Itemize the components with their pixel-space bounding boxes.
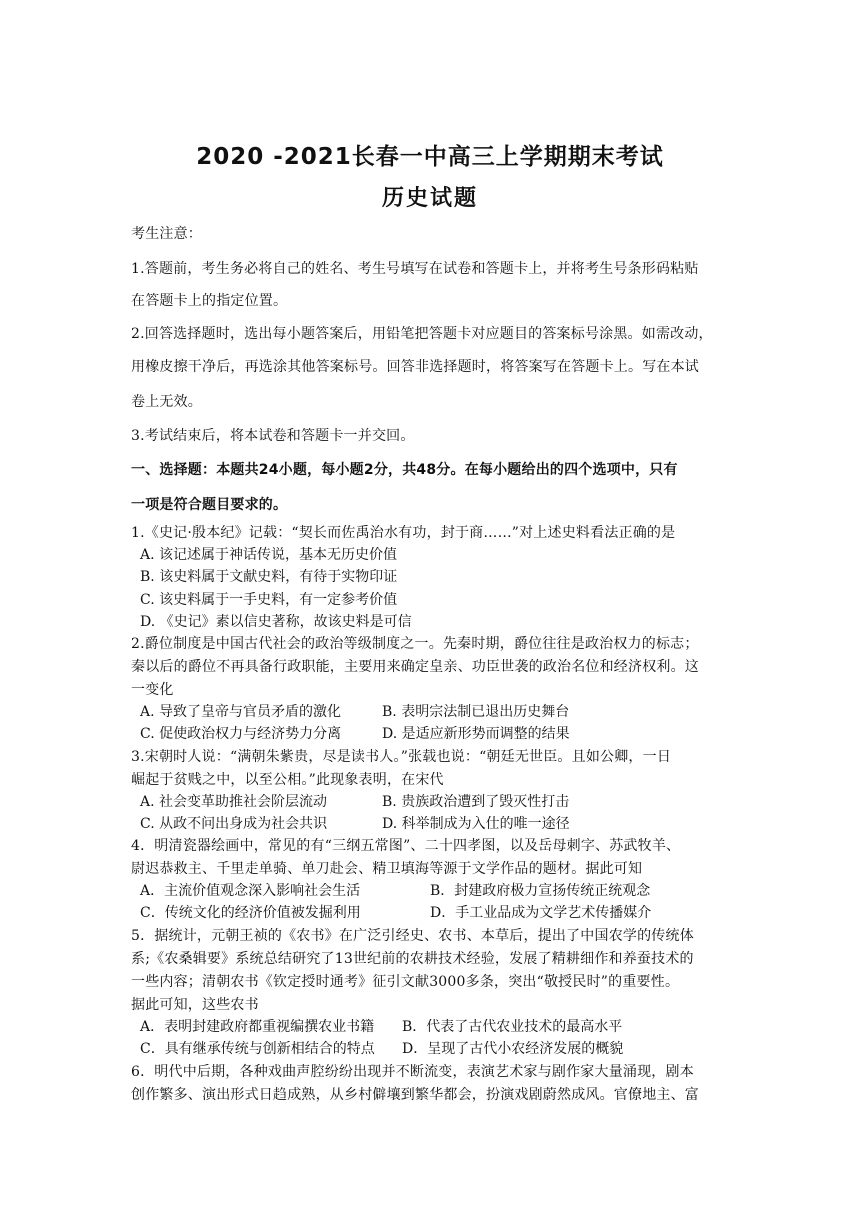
question-2-option-b: B. 表明宗法制已退出历史舞台 <box>382 704 570 720</box>
question-5-stem: 据此可知，这些农书 <box>131 997 259 1013</box>
question-5-option-b: B．代表了古代农业技术的最高水平 <box>402 1019 623 1035</box>
question-1-stem: 1.《史记·殷本纪》记载：“契长而佐禹治水有功，封于商……”对上述史料看法正确的是 <box>131 525 676 541</box>
question-2-option-a: A. 导致了皇帝与官员矛盾的激化 <box>140 704 342 720</box>
question-5-stem: 5．据统计，元朝王祯的《农书》在广泛引经史、农书、本草后，提出了中国农学的传统体 <box>131 928 694 944</box>
question-3-option-d: D. 科举制成为入仕的唯一途径 <box>382 816 570 832</box>
notice-line: 1.答题前，考生务必将自己的姓名、考生号填写在试卷和答题卡上，并将考生号条形码粘贴 <box>131 261 699 277</box>
question-1-option-c: C. 该史料属于一手史料，有一定参考价值 <box>140 592 398 608</box>
question-4-option-b: B．封建政府极力宣扬传统正统观念 <box>430 883 651 899</box>
question-5-stem: 一些内容；清朝农书《钦定授时通考》征引文献3000多条，突出“敬授民时”的重要性。 <box>131 974 680 990</box>
question-6-stem: 创作繁多、演出形式日趋成熟，从乡村僻壤到繁华都会，扮演戏剧蔚然成风。官僚地主、富 <box>131 1087 699 1103</box>
question-6-stem: 6．明代中后期，各种戏曲声腔纷纷出现并不断流变，表演艺术家与剧作家大量涌现，剧本 <box>131 1064 694 1080</box>
question-4-stem: 尉迟恭救主、千里走单骑、单刀赴会、精卫填海等源于文学作品的题材。据此可知 <box>131 861 643 877</box>
section-heading: 一项是符合题目要求的。 <box>131 497 288 513</box>
section-heading: 一、选择题：本题共24小题，每小题2分，共48分。在每小题给出的四个选项中，只有 <box>131 462 678 478</box>
question-4-option-a: A．主流价值观念深入影响社会生活 <box>140 883 361 899</box>
question-5-option-c: C．具有继承传统与创新相结合的特点 <box>140 1041 375 1057</box>
exam-subtitle: 历史试题 <box>381 186 478 211</box>
notice-line: 在答题卡上的指定位置。 <box>131 293 288 309</box>
question-3-option-b: B. 贵族政治遭到了毁灭性打击 <box>382 794 570 810</box>
question-1-option-a: A. 该记述属于神话传说，基本无历史价值 <box>140 547 398 563</box>
question-4-option-c: C．传统文化的经济价值被发掘利用 <box>140 905 361 921</box>
question-4-stem: 4．明清瓷器绘画中，常见的有“三纲五常图”、二十四孝图，以及岳母刺字、苏武牧羊、 <box>131 838 681 854</box>
question-3-option-c: C. 从政不问出身成为社会共识 <box>140 816 328 832</box>
notice-line: 用橡皮擦干净后，再选涂其他答案标号。回答非选择题时，将答案写在答题卡上。写在本试 <box>131 359 699 375</box>
question-2-stem: 一变化 <box>131 682 174 698</box>
question-3-option-a: A. 社会变革助推社会阶层流动 <box>140 794 328 810</box>
question-1-option-d: D. 《史记》素以信史著称，故该史料是可信 <box>140 614 412 630</box>
question-2-stem: 2.爵位制度是中国古代社会的政治等级制度之一。先秦时期，爵位往往是政治权力的标志； <box>131 636 699 652</box>
question-3-stem: 3.宋朝时人说：“满朝朱紫贵，尽是读书人。”张载也说：“朝廷无世臣。且如公卿，一日 <box>131 749 672 765</box>
question-2-stem: 秦以后的爵位不再具备行政职能，主要用来确定皇亲、功臣世袭的政治名位和经济权利。这 <box>131 659 699 675</box>
notice-line: 卷上无效。 <box>131 394 202 410</box>
question-3-stem: 崛起于贫贱之中，以至公相。”此现象表明，在宋代 <box>131 772 444 788</box>
notice-line: 3.考试结束后，将本试卷和答题卡一并交回。 <box>131 428 415 444</box>
exam-title: 2020 -2021长春一中高三上学期期末考试 <box>196 144 664 170</box>
question-1-option-b: B. 该史料属于文献史料，有待于实物印证 <box>140 569 398 585</box>
question-4-option-d: D．手工业品成为文学艺术传播媒介 <box>430 905 652 921</box>
question-2-option-c: C. 促使政治权力与经济势力分离 <box>140 726 342 742</box>
question-5-stem: 系;《农桑辑要》系统总结研究了13世纪前的农耕技术经验，发展了精耕细作和养蚕技术的 <box>131 951 694 967</box>
notice-heading: 考生注意： <box>131 226 202 242</box>
question-5-option-d: D．呈现了古代小农经济发展的概貌 <box>402 1041 624 1057</box>
question-5-option-a: A．表明封建政府都重视编撰农业书籍 <box>140 1019 375 1035</box>
notice-line: 2.回答选择题时，选出每小题答案后，用铅笔把答题卡对应题目的答案标号涂黑。如需改动， <box>131 326 713 342</box>
question-2-option-d: D. 是适应新形势而调整的结果 <box>382 726 570 742</box>
